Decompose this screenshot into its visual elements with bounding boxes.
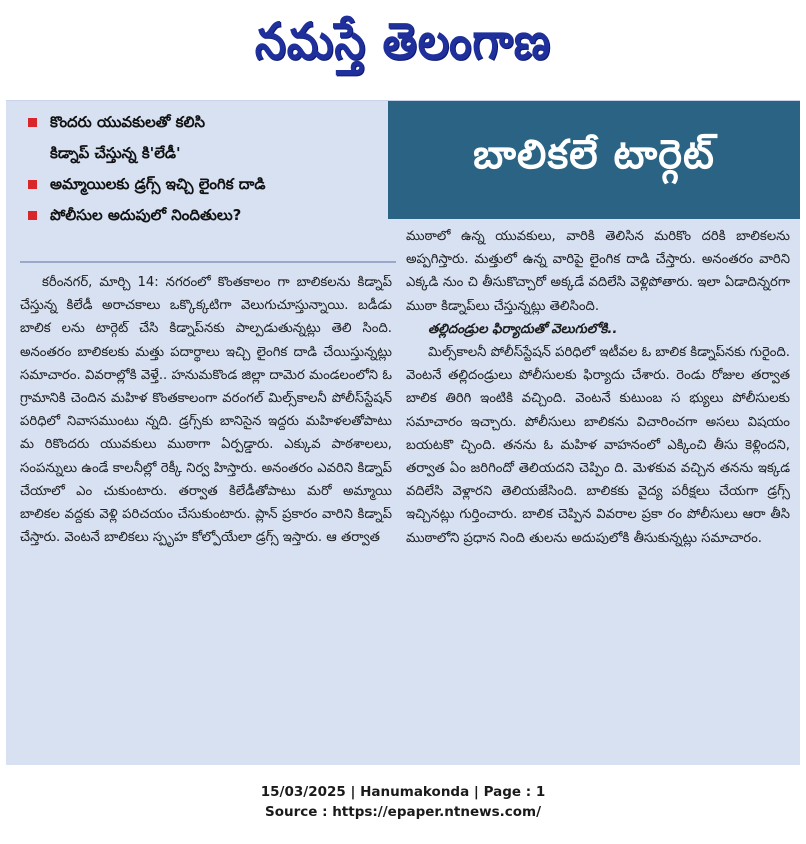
headline-banner	[388, 101, 800, 219]
bullet-square-icon	[28, 211, 37, 220]
bullet-list	[26, 107, 386, 231]
section-divider	[20, 261, 396, 263]
bullet-item	[26, 200, 386, 231]
footer-edition: Hanumakonda	[360, 784, 470, 800]
footer-date: 15/03/2025	[260, 784, 346, 800]
article-clipping	[6, 100, 800, 765]
bullet-text-line: కిడ్నాప్ చేస్తున్న కి'లేడీ'	[50, 144, 181, 162]
footer-meta	[0, 782, 806, 802]
article-headline: బాలికలే టార్గెట్	[473, 132, 715, 178]
footer-page: Page : 1	[483, 784, 546, 800]
article-paragraph: ముఠాలో ఉన్న యువకులు, వారికి తెలిసిన మరికొం దరికి బాలికలను అప్పగిస్తారు. మత్తులో ఉన్న వారిపై లైంగిక దాడి చేస్తారు. అనంతరం వారిని ఎక్కడి నుం చి తీసుకొచ్చారో అక్కడే వదిలేసి వెళ్లిపోతారు. ఇలా ఏడాదిన్నరగా ముఠా కిడ్నాప్‌లు చేస్తున్నట్లు తెలిసింది.	[406, 229, 790, 314]
article-column-right	[406, 225, 790, 550]
newspaper-logo: నమస్తే తెలంగాణ	[254, 12, 552, 71]
bullet-text-line: పోలీసుల అదుపులో నిందితులు?	[50, 206, 242, 224]
page-footer	[0, 782, 806, 822]
footer-separator: |	[473, 784, 479, 800]
bullet-text-line: అమ్మాయిలకు డ్రగ్స్ ఇచ్చి లైంగిక దాడి	[50, 175, 266, 193]
article-paragraph: కరీంనగర్, మార్చి 14: నగరంలో కొంతకాలం గా బాలికలను కిడ్నాప్ చేస్తున్న కిలేడీ అరాచకాలు ఒక్కొక్కటిగా వెలుగుచూస్తున్నాయి. బడీడు బాలిక లను టార్గెట్ చేసి కిడ్నాప్‌నకు పాల్పడుతున్నట్లు తెలి సింది. అనంతరం బాలికలకు మత్తు పదార్థాలు ఇచ్చి లైంగిక దాడి చేయిస్తున్నట్లు సమాచారం. వివరాల్లోకి వెళ్తే.. హనుమకొండ జిల్లా దామెర మండలంలోని ఓ గ్రామానికి చెందిన మహిళ కొంతకాలంగా వరంగల్ మిల్స్‌కాలనీ పోలీస్‌స్టేషన్ పరిధిలో నివాసముంటు న్నది. డ్రగ్స్‌కు బానిసైన ఇద్దరు మహిళలతోపాటు మ రికొందరు యువకులు ముఠాగా ఏర్పడ్డారు. ఎక్కువ పాఠశాలలు, సంపన్నులు ఉండే కాలనీల్లో రెక్కీ నిర్వ హిస్తారు. అనంతరం ఎవరిని కిడ్నాప్ చేయాలో ఎం చుకుంటారు. తర్వాత కిలేడీతోపాటు మరో అమ్మాయి బాలికల వద్దకు వెళ్లి పరిచయం చేసుకుంటారు. ప్లాన్ ప్రకారం వారిని కిడ్నాప్ చేస్తారు. వెంటనే బాలికలు స్పృహ కోల్పోయేలా డ్రగ్స్ ఇస్తారు. ఆ తర్వాత	[20, 275, 392, 546]
bullet-square-icon	[28, 118, 37, 127]
article-column-left	[20, 271, 392, 549]
footer-separator: |	[350, 784, 356, 800]
article-paragraph: మిల్స్‌కాలనీ పోలీస్‌స్టేషన్ పరిధిలో ఇటీవల ఓ బాలిక కిడ్నాప్‌నకు గురైంది. వెంటనే తల్లిదండ్రులు పోలీసులకు ఫిర్యాదు చేశారు. రెండు రోజుల తర్వాత బాలిక తిరిగి ఇంటికి వచ్చింది. వెంటనే కుటుంబ స భ్యులు పోలీసులకు సమాచారం ఇచ్చారు. పోలీసులు బాలికను విచారించగా అసలు విషయం బయటకొ చ్చింది. తనను ఓ మహిళ వాహనంలో ఎక్కించి తీసు కెళ్లిందని, తర్వాత ఏం జరిగిందో తెలియదని చెప్పిం ది. మెళకువ వచ్చిన తనను ఇక్కడ వదిలేసి వెళ్లారని తెలియజేసింది. బాలికకు వైద్య పరీక్షలు చేయగా డ్రగ్స్ ఇచ్చినట్లు గుర్తించారు. బాలిక చెప్పిన వివరాల ప్రకా రం పోలీసులు ఆరా తీసి ముఠాలోని ప్రధాన నింది తులను అదుపులోకి తీసుకున్నట్లు సమాచారం.	[406, 345, 790, 546]
bullet-item	[26, 169, 386, 200]
footer-source: Source : https://epaper.ntnews.com/	[264, 804, 542, 820]
bullet-square-icon	[28, 180, 37, 189]
article-subheading: తల్లిదండ్రుల ఫిర్యాదుతో వెలుగులోకి..	[428, 321, 618, 337]
bullet-item	[26, 107, 386, 169]
masthead	[0, 0, 806, 96]
bullet-text-line: కొందరు యువకులతో కలిసి	[50, 113, 205, 131]
